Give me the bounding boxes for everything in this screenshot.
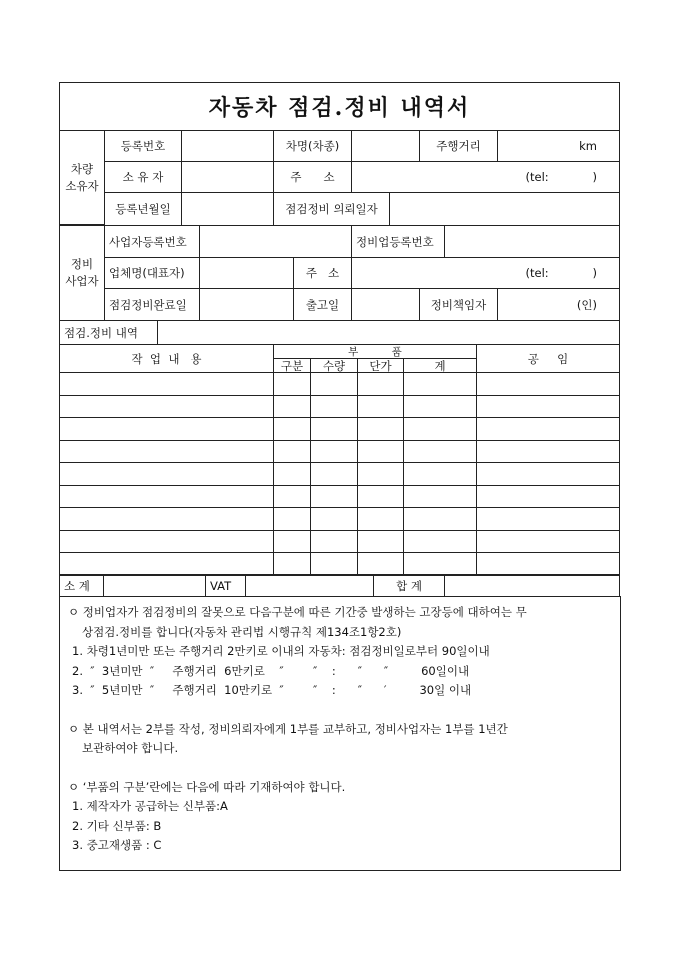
car-name-field[interactable] (351, 130, 420, 162)
registration-date-label: 등록년월일 (104, 192, 182, 226)
parts-sum-header: 계 (403, 358, 477, 373)
labor-cell[interactable] (476, 462, 620, 486)
vat-label: VAT (205, 574, 246, 597)
work-content-cell[interactable] (59, 395, 274, 419)
owner-label: 소 유 자 (104, 161, 182, 193)
details-label: 점검.정비 내역 (59, 320, 158, 345)
parts-qty-cell[interactable] (310, 395, 358, 419)
labor-cell[interactable] (476, 530, 620, 554)
parts-type-cell[interactable] (273, 372, 311, 396)
parts-price-cell[interactable] (357, 485, 404, 509)
manager-field[interactable]: (인) (497, 288, 620, 321)
work-content-cell[interactable] (59, 417, 274, 441)
parts-type-header: 구분 (273, 358, 311, 373)
labor-cell[interactable] (476, 417, 620, 441)
labor-cell[interactable] (476, 395, 620, 419)
note-line: ㅇ 본 내역서는 2부를 작성, 정비의뢰자에게 1부를 교부하고, 정비사업자는 1부를 1년간 (68, 721, 508, 736)
parts-sum-cell[interactable] (403, 552, 477, 576)
parts-type-cell[interactable] (273, 507, 311, 531)
manager-label: 정비책임자 (419, 288, 498, 321)
work-header: 작 업 내 용 (59, 344, 274, 373)
parts-type-cell[interactable] (273, 552, 311, 576)
parts-type-cell[interactable] (273, 485, 311, 509)
parts-qty-cell[interactable] (310, 530, 358, 554)
note-line: 상점검.정비를 합니다(자동차 관리법 시행규칙 제134조1항2호) (82, 624, 402, 639)
parts-type-cell[interactable] (273, 530, 311, 554)
work-content-cell[interactable] (59, 372, 274, 396)
release-date-label: 출고일 (293, 288, 352, 321)
parts-price-cell[interactable] (357, 440, 404, 464)
details-field[interactable] (157, 320, 620, 345)
note-line: 3. ″ 5년미만 ″ 주행거리 10만키로 ″ ″ : ″ ′ 30일 이내 (72, 683, 472, 697)
label-line: 사업자 (65, 274, 99, 288)
work-content-cell[interactable] (59, 552, 274, 576)
parts-qty-cell[interactable] (310, 417, 358, 441)
parts-type-cell[interactable] (273, 417, 311, 441)
mileage-label: 주행거리 (419, 130, 498, 162)
parts-sum-cell[interactable] (403, 440, 477, 464)
parts-price-cell[interactable] (357, 372, 404, 396)
registration-number-field[interactable] (181, 130, 274, 162)
business-section-label (59, 225, 105, 321)
note-line: 1. 차령1년미만 또는 주행거리 2만키로 이내의 자동차: 점검정비일로부터 90일이내 (72, 644, 490, 658)
parts-sum-cell[interactable] (403, 417, 477, 441)
registration-date-field[interactable] (181, 192, 274, 226)
parts-qty-cell[interactable] (310, 485, 358, 509)
vat-field[interactable] (245, 574, 374, 597)
note-line: 1. 제작자가 공급하는 신부품:A (72, 799, 228, 813)
parts-sum-cell[interactable] (403, 462, 477, 486)
labor-cell[interactable] (476, 507, 620, 531)
labor-header: 공 임 (476, 344, 620, 373)
parts-sum-cell[interactable] (403, 507, 477, 531)
parts-sum-cell[interactable] (403, 530, 477, 554)
parts-price-cell[interactable] (357, 552, 404, 576)
company-name-field[interactable] (199, 257, 294, 289)
parts-type-cell[interactable] (273, 440, 311, 464)
business-address-field[interactable]: (tel: ) (351, 257, 620, 289)
parts-price-cell[interactable] (357, 507, 404, 531)
label-line: 소유자 (65, 178, 99, 193)
parts-price-cell[interactable] (357, 395, 404, 419)
car-name-label: 차명(차종) (273, 130, 352, 162)
business-reg-number-label: 사업자등록번호 (104, 225, 200, 258)
parts-qty-cell[interactable] (310, 372, 358, 396)
page-title: 자동차 점검.정비 내역서 (59, 82, 620, 131)
labor-cell[interactable] (476, 485, 620, 509)
note-line: 2. ″ 3년미만 ″ 주행거리 6만키로 ″ ″ : ″ ″ 60일이내 (72, 663, 470, 678)
notes (59, 596, 621, 871)
note-line: 3. 중고재생품 : C (72, 838, 162, 852)
owner-address-label: 주 소 (273, 161, 352, 193)
request-date-field[interactable] (389, 192, 620, 226)
completion-date-label: 점검정비완료일 (104, 288, 200, 321)
company-name-label: 업체명(대표자) (104, 257, 200, 289)
parts-type-cell[interactable] (273, 462, 311, 486)
owner-field[interactable] (181, 161, 274, 193)
parts-type-cell[interactable] (273, 395, 311, 419)
mileage-field[interactable]: km (497, 130, 620, 162)
note-line: ㅇ 정비업자가 점검정비의 잘못으로 다음구분에 따른 기간중 발생하는 고장등에 대하여는 무 (68, 605, 527, 619)
work-content-cell[interactable] (59, 507, 274, 531)
total-label: 합 계 (373, 574, 445, 597)
parts-qty-cell[interactable] (310, 507, 358, 531)
labor-cell[interactable] (476, 440, 620, 464)
subtotal-field[interactable] (103, 574, 206, 597)
note-line: 보관하여야 합니다. (82, 741, 179, 755)
parts-qty-cell[interactable] (310, 462, 358, 486)
note-line: 2. 기타 신부품: B (72, 818, 162, 833)
work-content-cell[interactable] (59, 530, 274, 554)
parts-price-cell[interactable] (357, 417, 404, 441)
parts-sum-cell[interactable] (403, 395, 477, 419)
parts-header: 부 품 (273, 344, 477, 359)
labor-cell[interactable] (476, 552, 620, 576)
repair-reg-number-label: 정비업등록번호 (351, 225, 445, 258)
subtotal-label: 소 계 (59, 574, 104, 597)
labor-cell[interactable] (476, 372, 620, 396)
vehicle-owner-section-label (59, 130, 105, 225)
parts-qty-cell[interactable] (310, 440, 358, 464)
parts-price-header: 단가 (357, 358, 404, 373)
parts-sum-cell[interactable] (403, 485, 477, 509)
owner-address-field[interactable]: (tel: ) (351, 161, 620, 193)
parts-qty-header: 수량 (310, 358, 358, 373)
total-field[interactable] (444, 574, 620, 597)
note-line: ㅇ ‘부품의 구분’란에는 다음에 따라 기재하여야 합니다. (68, 779, 346, 794)
completion-date-field[interactable] (199, 288, 294, 321)
parts-price-cell[interactable] (357, 462, 404, 486)
registration-number-label: 등록번호 (104, 130, 182, 162)
label-line: 차량 (70, 161, 94, 176)
request-date-label: 점검정비 의뢰일자 (273, 192, 390, 226)
parts-sum-cell[interactable] (403, 372, 477, 396)
parts-qty-cell[interactable] (310, 552, 358, 576)
work-content-cell[interactable] (59, 462, 274, 486)
release-date-field[interactable] (351, 288, 420, 321)
work-content-cell[interactable] (59, 485, 274, 509)
work-content-cell[interactable] (59, 440, 274, 464)
label-line: 정비 (70, 257, 94, 271)
business-reg-number-field[interactable] (199, 225, 352, 258)
business-address-label: 주 소 (293, 257, 352, 289)
repair-reg-number-field[interactable] (444, 225, 620, 258)
parts-price-cell[interactable] (357, 530, 404, 554)
